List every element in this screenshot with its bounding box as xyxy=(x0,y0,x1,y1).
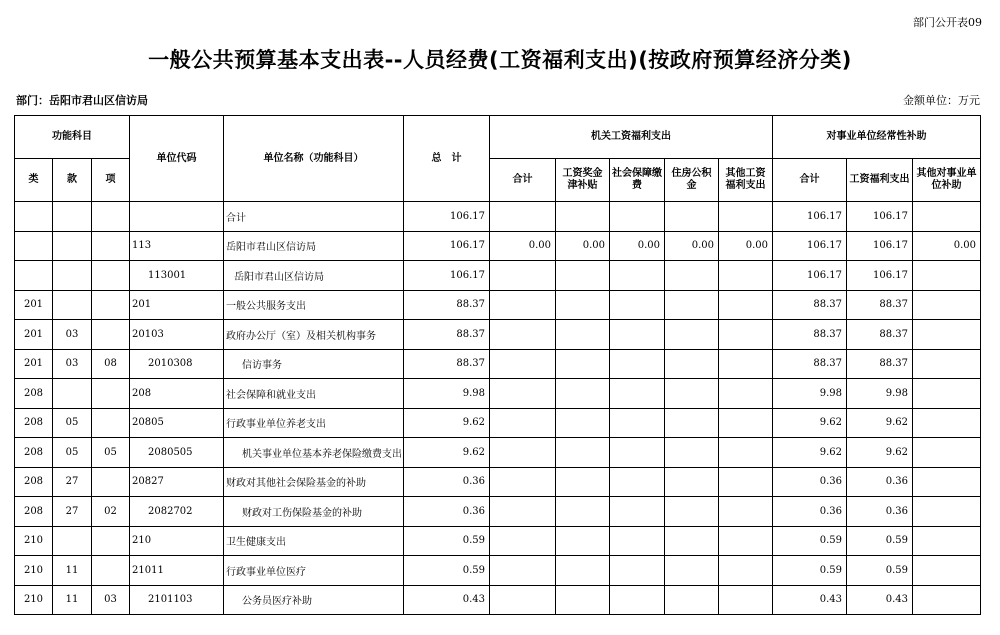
cell-g2-total: 0.36 xyxy=(773,467,847,497)
cell-g1-total: 0.00 xyxy=(490,231,556,261)
header-g2-other: 其他对事业单位补助 xyxy=(913,159,981,202)
cell-unit-name: 财政对工伤保险基金的补助 xyxy=(224,497,404,527)
cell-g1-other: 0.00 xyxy=(719,231,773,261)
cell-total: 0.36 xyxy=(404,467,490,497)
cell-g1-social xyxy=(610,438,665,468)
cell-lei: 210 xyxy=(15,526,53,556)
cell-unit-code: 210 xyxy=(130,526,224,556)
cell-unit-code: 2080505 xyxy=(130,438,224,468)
cell-xiang xyxy=(92,379,130,409)
cell-g1-other xyxy=(719,320,773,350)
cell-g1-housing xyxy=(665,408,719,438)
cell-g1-housing xyxy=(665,202,719,232)
cell-g1-housing xyxy=(665,497,719,527)
cell-kuan: 27 xyxy=(53,497,92,527)
cell-g2-total: 0.36 xyxy=(773,497,847,527)
cell-unit-name: 行政事业单位医疗 xyxy=(224,556,404,586)
cell-g1-other xyxy=(719,438,773,468)
cell-g2-other xyxy=(913,438,981,468)
cell-g1-social xyxy=(610,290,665,320)
cell-g2-other xyxy=(913,202,981,232)
cell-g1-social xyxy=(610,497,665,527)
cell-g2-wage: 0.36 xyxy=(847,467,913,497)
cell-g2-other: 0.00 xyxy=(913,231,981,261)
cell-g2-total: 0.59 xyxy=(773,526,847,556)
cell-g2-total: 88.37 xyxy=(773,349,847,379)
cell-g2-other xyxy=(913,320,981,350)
cell-g1-bonus xyxy=(556,202,610,232)
cell-g1-bonus xyxy=(556,261,610,291)
cell-xiang xyxy=(92,556,130,586)
header-g1-bonus: 工资奖金津补贴 xyxy=(556,159,610,202)
cell-unit-code: 2101103 xyxy=(130,585,224,615)
cell-g1-social xyxy=(610,408,665,438)
cell-g1-bonus xyxy=(556,379,610,409)
cell-kuan xyxy=(53,290,92,320)
cell-unit-name: 一般公共服务支出 xyxy=(224,290,404,320)
cell-lei: 208 xyxy=(15,467,53,497)
cell-g2-wage: 0.59 xyxy=(847,556,913,586)
cell-g2-wage: 106.17 xyxy=(847,261,913,291)
cell-g1-other xyxy=(719,290,773,320)
cell-g2-other xyxy=(913,408,981,438)
table-row xyxy=(15,202,981,232)
cell-g1-housing xyxy=(665,438,719,468)
cell-g1-other xyxy=(719,585,773,615)
header-lei: 类 xyxy=(15,159,53,202)
cell-g2-other xyxy=(913,290,981,320)
cell-xiang: 03 xyxy=(92,585,130,615)
table-row xyxy=(15,438,981,468)
header-function-subject: 功能科目 xyxy=(15,116,130,159)
header-g1-other: 其他工资福利支出 xyxy=(719,159,773,202)
cell-g1-social xyxy=(610,379,665,409)
cell-total: 88.37 xyxy=(404,349,490,379)
cell-lei: 208 xyxy=(15,438,53,468)
cell-total: 106.17 xyxy=(404,261,490,291)
cell-kuan: 03 xyxy=(53,349,92,379)
cell-unit-name: 行政事业单位养老支出 xyxy=(224,408,404,438)
cell-g1-housing: 0.00 xyxy=(665,231,719,261)
cell-g1-bonus xyxy=(556,290,610,320)
cell-total: 0.36 xyxy=(404,497,490,527)
table-row xyxy=(15,261,981,291)
cell-g1-housing xyxy=(665,556,719,586)
table-row xyxy=(15,379,981,409)
cell-unit-code: 20103 xyxy=(130,320,224,350)
cell-g1-total xyxy=(490,320,556,350)
cell-lei: 208 xyxy=(15,408,53,438)
cell-xiang: 08 xyxy=(92,349,130,379)
table-row xyxy=(15,467,981,497)
cell-g2-total: 88.37 xyxy=(773,320,847,350)
cell-g1-housing xyxy=(665,349,719,379)
cell-g1-total xyxy=(490,526,556,556)
header-g1-housing: 住房公积金 xyxy=(665,159,719,202)
header-xiang: 项 xyxy=(92,159,130,202)
cell-total: 88.37 xyxy=(404,290,490,320)
budget-table xyxy=(14,115,981,615)
cell-g1-bonus xyxy=(556,349,610,379)
cell-total: 106.17 xyxy=(404,202,490,232)
cell-g1-bonus xyxy=(556,556,610,586)
cell-g1-total xyxy=(490,556,556,586)
cell-kuan xyxy=(53,231,92,261)
cell-total: 0.43 xyxy=(404,585,490,615)
cell-g1-bonus xyxy=(556,438,610,468)
header-total: 总 计 xyxy=(404,116,490,202)
cell-unit-code: 2082702 xyxy=(130,497,224,527)
cell-total: 88.37 xyxy=(404,320,490,350)
cell-g1-housing xyxy=(665,261,719,291)
cell-kuan xyxy=(53,261,92,291)
cell-lei: 201 xyxy=(15,349,53,379)
cell-xiang xyxy=(92,202,130,232)
cell-kuan: 03 xyxy=(53,320,92,350)
cell-g1-social xyxy=(610,467,665,497)
cell-g2-other xyxy=(913,261,981,291)
cell-xiang xyxy=(92,467,130,497)
cell-g1-social xyxy=(610,320,665,350)
cell-total: 9.62 xyxy=(404,438,490,468)
cell-g2-other xyxy=(913,526,981,556)
cell-g1-total xyxy=(490,349,556,379)
cell-g2-total: 106.17 xyxy=(773,261,847,291)
table-row xyxy=(15,290,981,320)
cell-g1-social xyxy=(610,202,665,232)
cell-lei xyxy=(15,231,53,261)
table-row xyxy=(15,497,981,527)
cell-g2-wage: 106.17 xyxy=(847,231,913,261)
cell-g1-other xyxy=(719,497,773,527)
cell-unit-name: 岳阳市君山区信访局 xyxy=(224,261,404,291)
cell-unit-name: 政府办公厅（室）及相关机构事务 xyxy=(224,320,404,350)
cell-unit-code: 20827 xyxy=(130,467,224,497)
cell-g2-wage: 0.36 xyxy=(847,497,913,527)
cell-g2-other xyxy=(913,467,981,497)
cell-g1-total xyxy=(490,467,556,497)
header-g2-wage: 工资福利支出 xyxy=(847,159,913,202)
cell-g1-other xyxy=(719,556,773,586)
cell-total: 0.59 xyxy=(404,556,490,586)
cell-kuan xyxy=(53,202,92,232)
cell-g1-other xyxy=(719,467,773,497)
cell-unit-name: 社会保障和就业支出 xyxy=(224,379,404,409)
cell-g1-bonus xyxy=(556,467,610,497)
cell-kuan: 11 xyxy=(53,556,92,586)
cell-g2-total: 9.98 xyxy=(773,379,847,409)
cell-g2-wage: 9.98 xyxy=(847,379,913,409)
cell-g2-total: 88.37 xyxy=(773,290,847,320)
cell-lei: 208 xyxy=(15,497,53,527)
cell-unit-code: 208 xyxy=(130,379,224,409)
cell-g2-other xyxy=(913,379,981,409)
cell-total: 9.98 xyxy=(404,379,490,409)
cell-g2-total: 106.17 xyxy=(773,231,847,261)
form-number: 部门公开表09 xyxy=(913,16,982,29)
cell-xiang xyxy=(92,526,130,556)
cell-g2-total: 0.43 xyxy=(773,585,847,615)
cell-g1-housing xyxy=(665,379,719,409)
cell-xiang xyxy=(92,261,130,291)
cell-g1-social xyxy=(610,349,665,379)
cell-g1-other xyxy=(719,202,773,232)
cell-g1-other xyxy=(719,261,773,291)
cell-total: 9.62 xyxy=(404,408,490,438)
cell-g2-wage: 9.62 xyxy=(847,438,913,468)
cell-unit-code: 113001 xyxy=(130,261,224,291)
cell-kuan: 11 xyxy=(53,585,92,615)
amount-unit-label: 金额单位：万元 xyxy=(903,94,980,107)
cell-unit-name: 卫生健康支出 xyxy=(224,526,404,556)
cell-total: 0.59 xyxy=(404,526,490,556)
cell-g1-housing xyxy=(665,467,719,497)
cell-g1-total xyxy=(490,497,556,527)
cell-g1-housing xyxy=(665,526,719,556)
cell-g2-other xyxy=(913,349,981,379)
cell-xiang xyxy=(92,408,130,438)
cell-xiang: 02 xyxy=(92,497,130,527)
cell-g2-other xyxy=(913,497,981,527)
cell-kuan: 05 xyxy=(53,408,92,438)
cell-g1-social xyxy=(610,261,665,291)
cell-unit-name: 财政对其他社会保险基金的补助 xyxy=(224,467,404,497)
cell-unit-code: 20805 xyxy=(130,408,224,438)
cell-g1-housing xyxy=(665,320,719,350)
header-kuan: 款 xyxy=(53,159,92,202)
cell-total: 106.17 xyxy=(404,231,490,261)
cell-g1-housing xyxy=(665,290,719,320)
cell-g1-other xyxy=(719,379,773,409)
header-unit-code: 单位代码 xyxy=(130,116,224,202)
cell-g2-total: 0.59 xyxy=(773,556,847,586)
cell-g1-total xyxy=(490,261,556,291)
cell-lei: 208 xyxy=(15,379,53,409)
cell-g1-total xyxy=(490,202,556,232)
cell-g1-other xyxy=(719,408,773,438)
cell-g1-other xyxy=(719,526,773,556)
table-row xyxy=(15,526,981,556)
department-label: 部门：岳阳市君山区信访局 xyxy=(16,94,148,107)
cell-kuan: 27 xyxy=(53,467,92,497)
cell-g1-bonus xyxy=(556,526,610,556)
header-g1-total: 合计 xyxy=(490,159,556,202)
cell-g1-social: 0.00 xyxy=(610,231,665,261)
header-g2-total: 合计 xyxy=(773,159,847,202)
cell-kuan xyxy=(53,379,92,409)
cell-unit-name: 公务员医疗补助 xyxy=(224,585,404,615)
cell-g2-other xyxy=(913,585,981,615)
cell-g1-bonus xyxy=(556,408,610,438)
cell-lei: 201 xyxy=(15,290,53,320)
cell-g2-wage: 0.59 xyxy=(847,526,913,556)
cell-g1-total xyxy=(490,408,556,438)
cell-g2-total: 9.62 xyxy=(773,438,847,468)
cell-unit-code: 21011 xyxy=(130,556,224,586)
cell-g2-wage: 88.37 xyxy=(847,349,913,379)
cell-lei: 201 xyxy=(15,320,53,350)
cell-g1-social xyxy=(610,585,665,615)
table-row xyxy=(15,585,981,615)
cell-g2-wage: 9.62 xyxy=(847,408,913,438)
cell-g1-total xyxy=(490,585,556,615)
cell-g1-bonus xyxy=(556,320,610,350)
header-group-admin-wages: 机关工资福利支出 xyxy=(490,116,773,159)
cell-xiang xyxy=(92,290,130,320)
table-row xyxy=(15,556,981,586)
cell-g1-bonus xyxy=(556,585,610,615)
page-title: 一般公共预算基本支出表--人员经费(工资福利支出)(按政府预算经济分类) xyxy=(148,48,852,72)
cell-g1-total xyxy=(490,290,556,320)
cell-xiang xyxy=(92,320,130,350)
cell-lei xyxy=(15,261,53,291)
table-row xyxy=(15,320,981,350)
cell-g2-wage: 106.17 xyxy=(847,202,913,232)
cell-g2-total: 9.62 xyxy=(773,408,847,438)
cell-g1-total xyxy=(490,379,556,409)
header-g1-social: 社会保障缴费 xyxy=(610,159,665,202)
cell-g2-wage: 0.43 xyxy=(847,585,913,615)
cell-lei xyxy=(15,202,53,232)
cell-g1-social xyxy=(610,526,665,556)
cell-g1-bonus xyxy=(556,497,610,527)
cell-kuan xyxy=(53,526,92,556)
cell-unit-code xyxy=(130,202,224,232)
cell-g1-housing xyxy=(665,585,719,615)
cell-unit-code: 113 xyxy=(130,231,224,261)
cell-xiang xyxy=(92,231,130,261)
cell-unit-name: 岳阳市君山区信访局 xyxy=(224,231,404,261)
header-group-institution-subsidy: 对事业单位经常性补助 xyxy=(773,116,981,159)
cell-g1-other xyxy=(719,349,773,379)
cell-g1-total xyxy=(490,438,556,468)
table-row xyxy=(15,231,981,261)
cell-xiang: 05 xyxy=(92,438,130,468)
cell-g1-social xyxy=(610,556,665,586)
cell-unit-code: 201 xyxy=(130,290,224,320)
cell-g2-other xyxy=(913,556,981,586)
table-row xyxy=(15,349,981,379)
cell-g2-wage: 88.37 xyxy=(847,290,913,320)
cell-unit-name: 机关事业单位基本养老保险缴费支出 xyxy=(224,438,404,468)
cell-lei: 210 xyxy=(15,585,53,615)
cell-kuan: 05 xyxy=(53,438,92,468)
cell-g1-bonus: 0.00 xyxy=(556,231,610,261)
cell-unit-name: 信访事务 xyxy=(224,349,404,379)
cell-unit-name: 合计 xyxy=(224,202,404,232)
header-unit-name: 单位名称（功能科目） xyxy=(224,116,404,202)
table-row xyxy=(15,408,981,438)
cell-unit-code: 2010308 xyxy=(130,349,224,379)
cell-g2-wage: 88.37 xyxy=(847,320,913,350)
cell-lei: 210 xyxy=(15,556,53,586)
cell-g2-total: 106.17 xyxy=(773,202,847,232)
